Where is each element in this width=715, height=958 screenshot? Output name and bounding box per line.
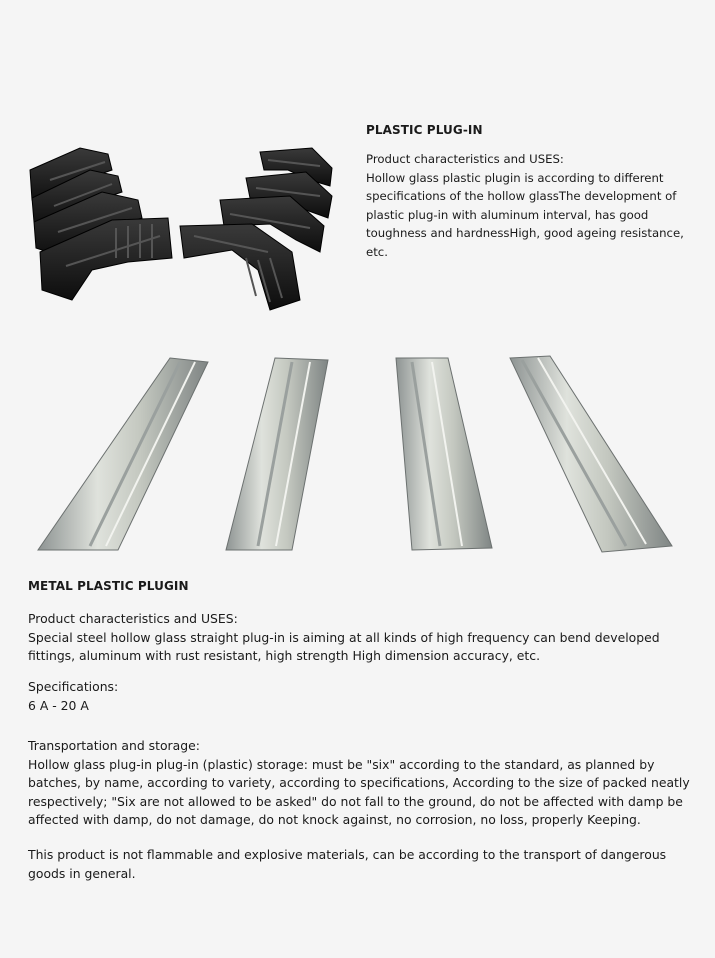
metal-strip-4 bbox=[510, 356, 672, 552]
metal-strip-1 bbox=[38, 358, 208, 550]
metal-characteristics: Product characteristics and USES: Special steel hollow glass straight plug-in is aiming at all kinds of high frequency can bend developed fittings, aluminum with rust resistant, high strength High dimension accuracy, etc. bbox=[28, 611, 660, 663]
metal-specifications: Specifications: 6 A - 20 A bbox=[28, 679, 119, 713]
metal-strip-3 bbox=[396, 358, 492, 550]
plastic-title: PLASTIC PLUG-IN bbox=[366, 123, 483, 137]
metal-plugin-image bbox=[30, 350, 680, 560]
plastic-description: Product characteristics and USES: Hollow glass plastic plugin is according to different specifications of the hollow glassThe development of plastic plug-in with aluminum interval, has good toughness and hardnessHigh, good ageing resistance, etc. bbox=[366, 152, 684, 259]
metal-transport: Transportation and storage: Hollow glass plug-in plug-in (plastic) storage: must be "six" according to the standard, as planned by batches, by name, according to variety, according to specifications, According to the size of packed neatly respectively; "Six are not allowed to be asked" do not fall to the ground, do not be affected with damp be affected with damp, do not damage, do not knock against, no corrosion, no loss, properly Keeping. bbox=[28, 738, 690, 827]
metal-strip-2 bbox=[226, 358, 328, 550]
metal-note: This product is not flammable and explosive materials, can be according to the transport of dangerous goods in general. bbox=[28, 847, 667, 881]
plastic-plugin-image bbox=[20, 140, 345, 315]
metal-title: METAL PLASTIC PLUGIN bbox=[28, 579, 189, 593]
